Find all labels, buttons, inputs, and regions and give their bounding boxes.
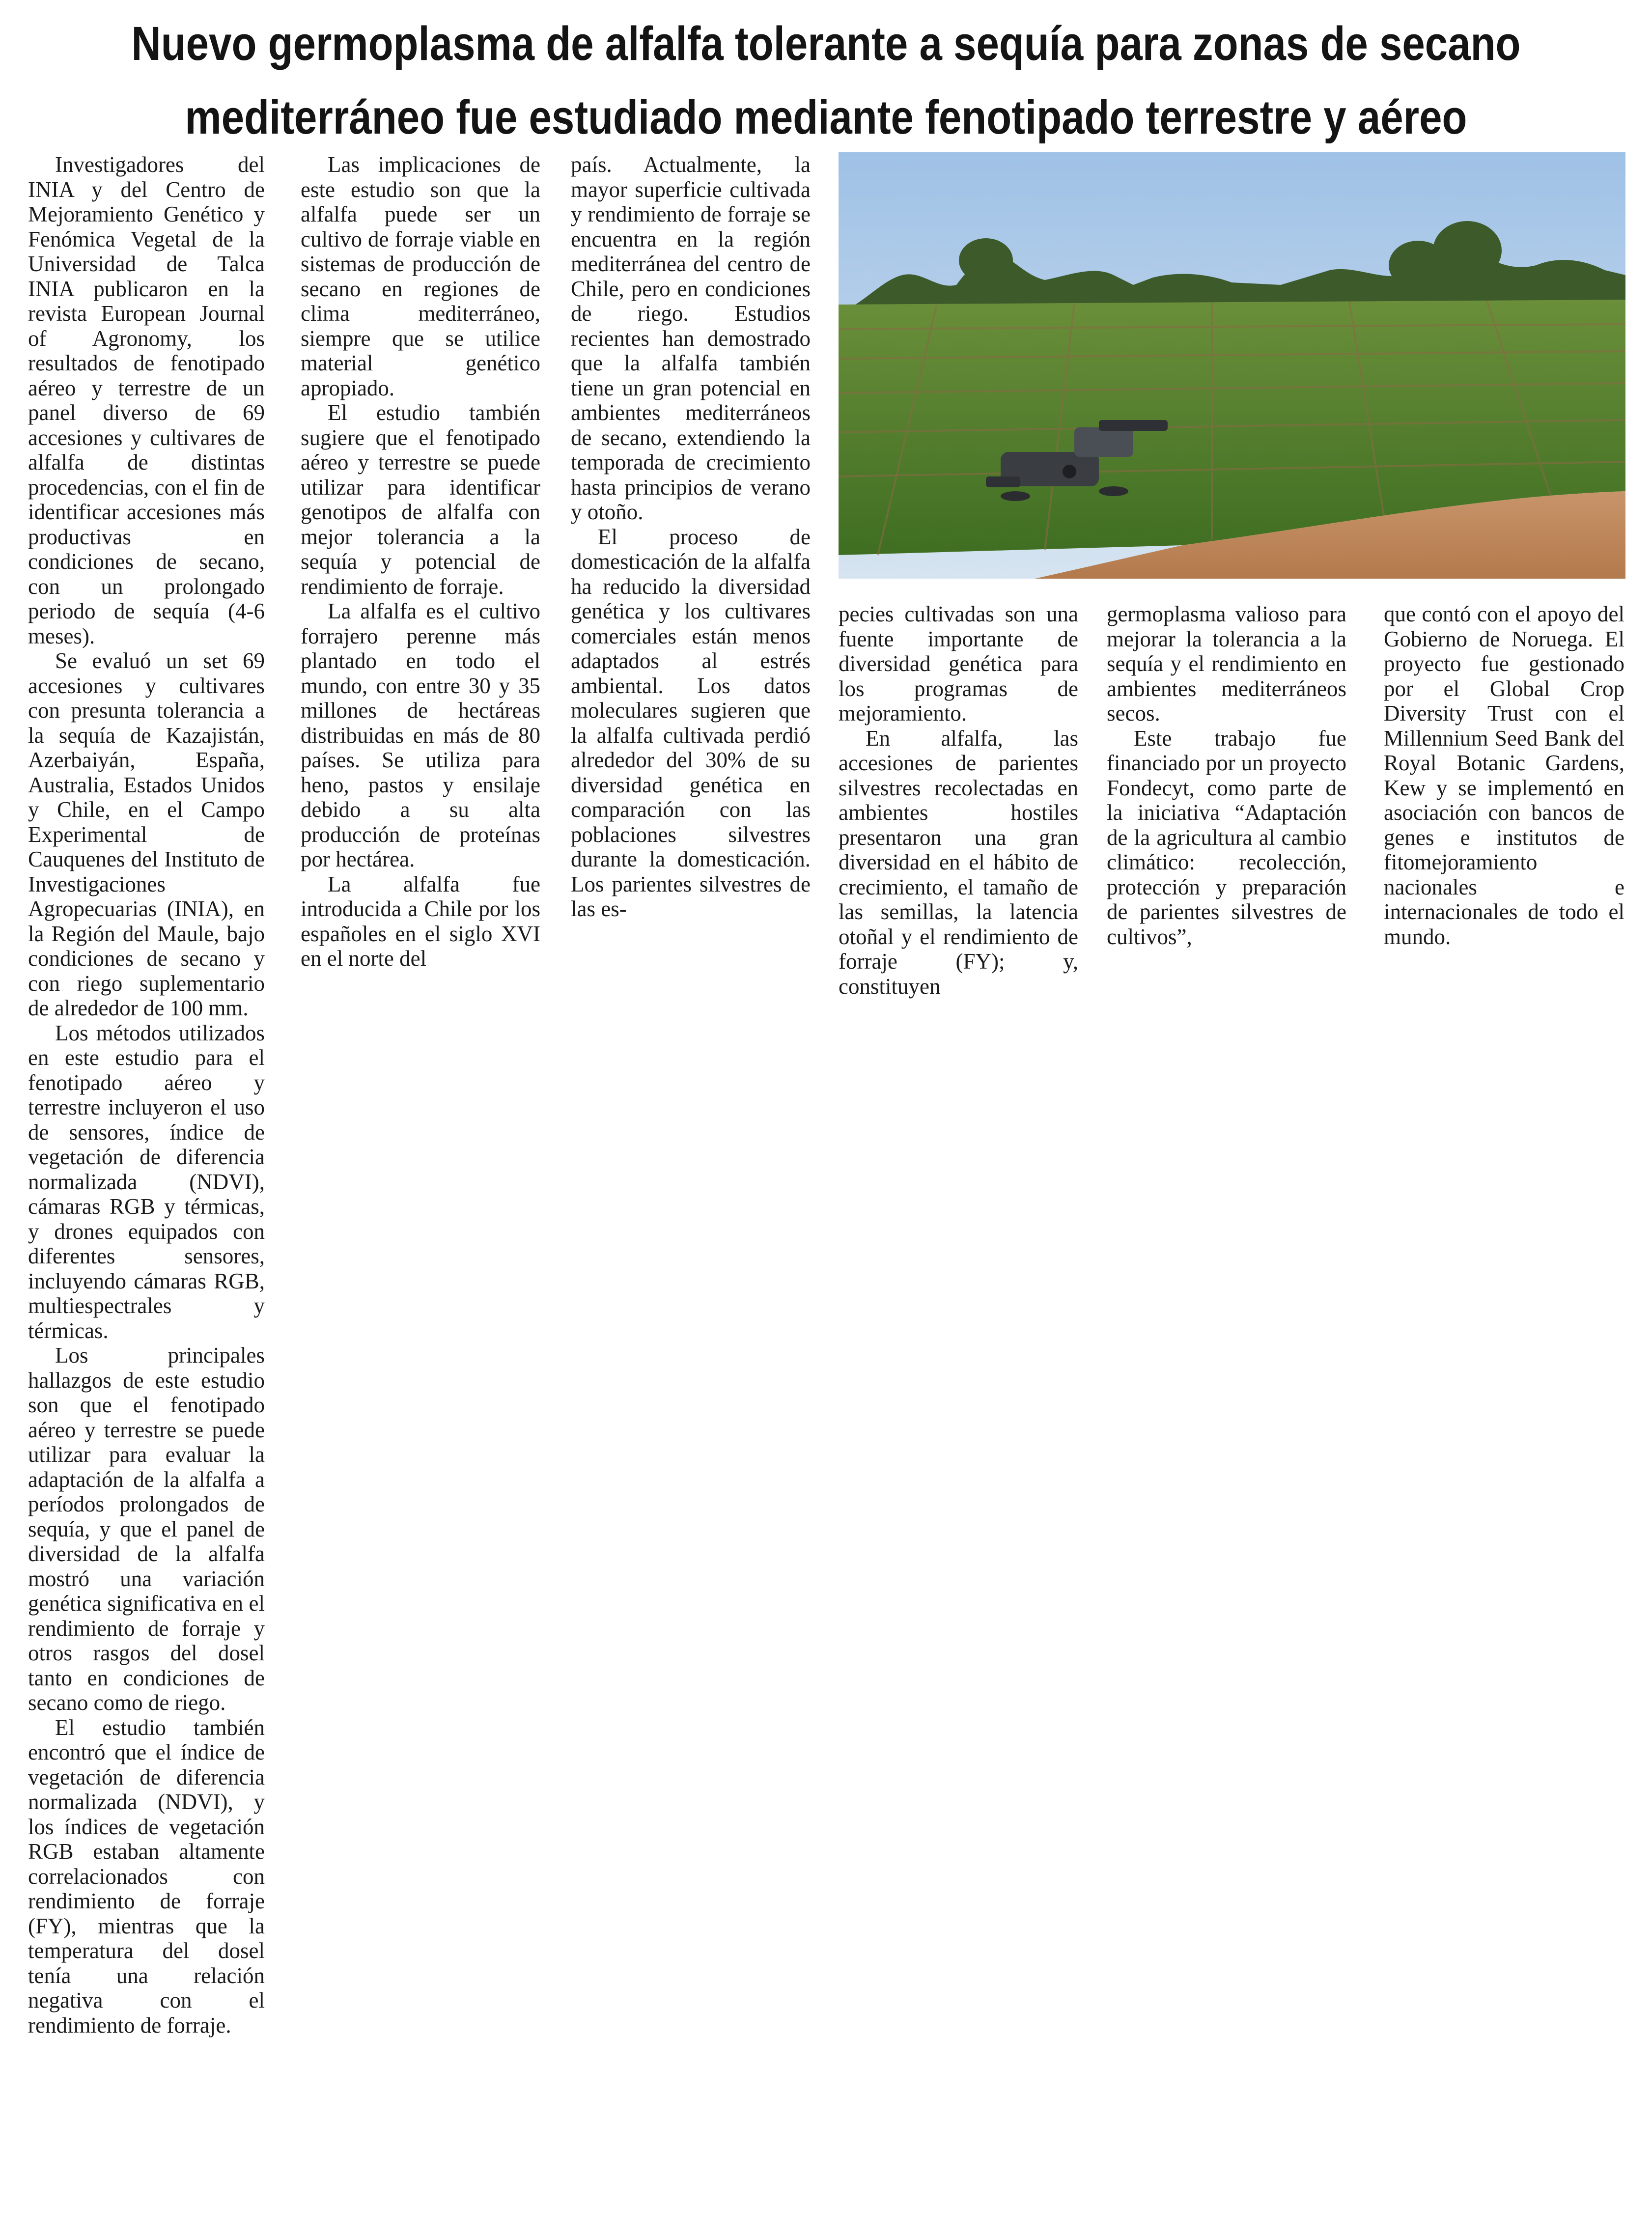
paragraph: Las implicaciones de este estudio son que la alfalfa puede ser un cultivo de forraje viable en sistemas de producción de secano en regiones de clima mediterráneo, siempre que se utilice material genético apropiado. [301,152,540,400]
paragraph: Se evaluó un set 69 accesiones y cultivares con presunta tolerancia a la sequía de Kazajistán, Azerbaiyán, España, Australia, Estados Unidos y Chile, en el Campo Experimental de Cauquenes del Instituto de Investigaciones Agropecuarias (INIA), en la Región del Maule, bajo condiciones de secano y con riego suplementario de alrededor de 100 mm. [28,648,265,1020]
paragraph: país. Actualmente, la mayor superficie cultivada y rendimiento de forraje se encuentra en la región mediterránea del centro de Chile, pero en condiciones de riego. Estudios recientes han demostrado que la alfalfa también tiene un gran potencial en ambientes mediterráneos de secano, extendiendo la temporada de crecimiento hasta principios de verano y otoño. [571,152,811,524]
column-6 [1384,602,1624,949]
paragraph: Investigadores del INIA y del Centro de Mejoramiento Genético y Fenómica Vegetal de la Universidad de Talca INIA publicaron en la revista European Journal of Agronomy, los resultados de fenotipado aéreo y terrestre de un panel diverso de 69 accesiones y cultivares de alfalfa de distintas procedencias, con el fin de identificar accesiones más productivas en condiciones de secano, con un prolongado periodo de sequía (4-6 meses). [28,152,265,648]
headline-line-1: Nuevo germoplasma de alfalfa tolerante a sequía para zonas de secano [131,17,1521,70]
paragraph: germoplasma valioso para mejorar la tolerancia a la sequía y el rendimiento en ambientes mediterráneos secos. [1107,602,1346,726]
column-5 [1107,602,1346,949]
column-4 [839,602,1078,999]
paragraph: El estudio también encontró que el índice de vegetación de diferencia normalizada (NDVI), y los índices de vegetación RGB estaban altamente correlacionados con rendimiento de forraje (FY), mientras que la temperatura del dosel tenía una relación negativa con el rendimiento de forraje. [28,1715,265,2038]
column-2 [301,152,540,971]
field-photo-illustration [839,152,1625,579]
paragraph: Los métodos utilizados en este estudio para el fenotipado aéreo y terrestre incluyeron el uso de sensores, índice de vegetación de diferencia normalizada (NDVI), cámaras RGB y térmicas, y drones equipados con diferentes sensores, incluyendo cámaras RGB, multiespectrales y térmicas. [28,1020,265,1343]
paragraph: La alfalfa es el cultivo forrajero perenne más plantado en todo el mundo, con entre 30 y 35 millones de hectáreas distribuidas en más de 80 países. Se utiliza para heno, pastos y ensilaje debido a su alta producción de proteínas por hectárea. [301,599,540,871]
paragraph: Los principales hallazgos de este estudio son que el fenotipado aéreo y terrestre se puede utilizar para evaluar la adaptación de la alfalfa a períodos prolongados de sequía, y que el panel de diversidad de la alfalfa mostró una variación genética significativa en el rendimiento de forraje y otros rasgos del dosel tanto en condiciones de secano como de riego. [28,1343,265,1715]
column-1 [28,152,265,2038]
paragraph: El estudio también sugiere que el fenotipado aéreo y terrestre se puede utilizar para identificar genotipos de alfalfa con mejor tolerancia a la sequía y potencial de rendimiento de forraje. [301,400,540,599]
headline [115,7,1536,154]
paragraph: que contó con el apoyo del Gobierno de Noruega. El proyecto fue gestionado por el Global Crop Diversity Trust con el Millennium Seed Bank del Royal Botanic Gardens, Kew y se implementó en asociación con bancos de genes e institutos de fitomejoramiento nacionales e internacionales de todo el mundo. [1384,602,1624,949]
paragraph: La alfalfa fue introducida a Chile por los españoles en el siglo XVI en el norte del [301,871,540,971]
headline-line-2: mediterráneo fue estudiado mediante fenotipado terrestre y aéreo [185,90,1467,144]
paragraph: Este trabajo fue financiado por un proyecto Fondecyt, como parte de la iniciativa “Adaptación de la agricultura al cambio climático: recolección, protección y preparación de parientes silvestres de cultivos”, [1107,726,1346,949]
paragraph: pecies cultivadas son una fuente importante de diversidad genética para los programas de mejoramiento. [839,602,1078,726]
paragraph: En alfalfa, las accesiones de parientes silvestres recolectadas en ambientes hostiles presentaron una gran diversidad en el hábito de crecimiento, el tamaño de las semillas, la latencia otoñal y el rendimiento de forraje (FY); y, constituyen [839,726,1078,999]
paragraph: El proceso de domesticación de la alfalfa ha reducido la diversidad genética y los cultivares comerciales están menos adaptados al estrés ambiental. Los datos moleculares sugieren que la alfalfa cultivada perdió alrededor del 30% de su diversidad genética en comparación con las poblaciones silvestres durante la domesticación. Los parientes silvestres de las es- [571,524,811,921]
field-photo [839,152,1625,579]
column-3 [571,152,811,922]
